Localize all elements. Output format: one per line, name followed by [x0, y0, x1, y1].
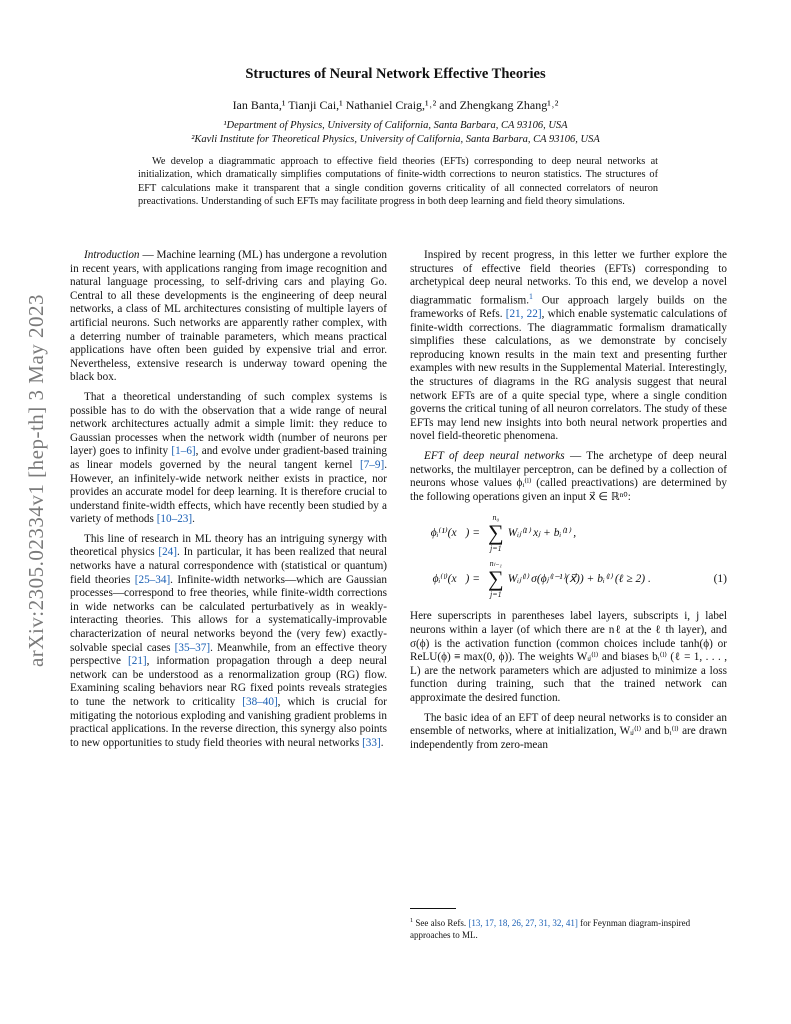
citation-link[interactable]: [33] [362, 736, 381, 749]
text-span: — Machine learning (ML) has undergone a revolution in recent years, with applications ranging from image recognition and natural language processing, to self-driving cars and playing Go. Central to all these developments is the engineering of deep neural networks, a class of ML architectures consisting of multiple layers of artificial neurons. Such networks are apparently rather complex, with a deterring number of trainable parameters, which means practical applications have often been guided by expensive trial and error. Nevertheless, extensive research is underway toward opening the black box. [70, 249, 387, 384]
paragraph-eft [410, 450, 727, 504]
footnote [410, 908, 727, 941]
text-span: . Meanwhile, from an effective theory perspective [70, 641, 387, 668]
left-column [70, 249, 387, 756]
text-span: , and evolve under gradient-based training as linear models governed by the neural tangent kernel [70, 445, 387, 471]
text-span: , which is crucial for mitigating the notorious exploding and vanishing gradient problems in practical applications. In the reverse direction, this synergy also points to new opportunities to study field theories with neural networks [70, 696, 388, 749]
citation-link[interactable]: [7–9] [359, 458, 385, 471]
abstract: We develop a diagrammatic approach to effective field theories (EFTs) corresponding to deep neural networks at initialization, which dramatically simplifies computations of finite-width corrections to neuron statistics. The structures of EFT calculations make it transparent that a single condition governs criticality of all connected correlators of neuron preactivations. Understanding of such EFTs may facilitate progress in both deep learning and field theory simulations. [138, 156, 658, 208]
arxiv-stamp-text: arXiv:2305.02334v1 [hep-th] 3 May 2023 [24, 293, 49, 667]
sum-lower-limit: j=1 [490, 590, 502, 600]
text-span: See also Refs. [413, 918, 469, 928]
paragraph-basic-idea: The basic idea of an EFT of deep neural networks is to consider an ensemble of networks, where at initialization, Wᵢⱼ⁽ˡ⁾ and bᵢ⁽ˡ⁾ are drawn independently from zero-mean [410, 711, 727, 751]
affiliation-1: ¹Department of Physics, University of California, Santa Barbara, CA 93106, USA [223, 120, 568, 131]
sum-upper-limit: n₀ [492, 513, 500, 523]
footnote-marker[interactable]: 1 [529, 291, 533, 301]
citation-link[interactable]: [38–40] [242, 696, 278, 708]
citation-link[interactable]: [1–6] [171, 445, 196, 458]
author-list: Ian Banta,¹ Tianji Cai,¹ Nathaniel Craig,¹˒² and Zhengkang Zhang¹˒² [232, 98, 559, 112]
citation-link[interactable]: [21, 22] [505, 308, 542, 321]
citation-link[interactable]: [10–23] [156, 513, 193, 526]
citation-link[interactable]: [21] [128, 655, 147, 668]
equation-row-first-layer [410, 510, 727, 556]
text-span: . [380, 736, 384, 749]
text-span: , information propagation through a deep neural network can be understood as a renormalization group (RG) flow. Examining scaling behaviors near RG fixed points reveals strategies to tune the network to criticality [70, 655, 387, 708]
paper-title: Structures of Neural Network Effective Theories [245, 66, 546, 82]
text-span: . Infinite-width networks—which are Gaussian processes—correspond to free theories, while finite-width corrections in wide networks can be calculated perturbatively as in weakly-interacting theories. This allows for a systematically-improvable characterization of neural networks beyond the (very few) exactly-solvable special cases [70, 573, 387, 654]
paragraph-inspired [410, 249, 727, 444]
text-span: Inspired by recent progress, in this letter we further explore the structures of effective field theories (EFTs) corresponding to archetypical deep neural networks. To this end, we develop a novel diagrammatic formalism. [410, 249, 727, 307]
text-span: This line of research in ML theory has an intriguing synergy with theoretical physics [70, 532, 387, 559]
citation-link[interactable]: [24] [158, 546, 177, 559]
equation-row-deeper-layers [410, 556, 727, 602]
affiliation-2: ²Kavli Institute for Theoretical Physics, University of California, Santa Barbara, CA 93106, USA [191, 134, 600, 145]
equation-1 [410, 510, 727, 602]
text-span: for Feynman diagram-inspired approaches to ML. [410, 918, 691, 940]
citation-link[interactable]: [35–37] [174, 641, 211, 654]
sum-upper-limit: nₗ₋₁ [489, 559, 503, 569]
text-span: Our approach largely builds on the frameworks of Refs. [410, 294, 727, 321]
equation-lhs: ϕᵢ⁽¹⁾(x⃗) = [430, 526, 480, 539]
section-heading-introduction: Introduction [84, 249, 140, 261]
text-span: , which enable systematic calculations of finite-width corrections. The diagrammatic formalism dramatically simplifies these calculations, as we demonstrate by concisely reproducing known results in the main text and presenting further examples with new results in the Supplemental Material. Interestingly, the structures of diagrams in the RG analysis suggest that neural network EFTs are of a quite special type, where a single condition governs the critical tuning of all neuron correlators. The study of these EFTs may lend new insights into both neural network properties and novel field-theoretic phenomena. [410, 308, 728, 443]
footnote-text [410, 915, 727, 941]
text-span: . However, an infinitely-wide network neither exists in practice, nor provides an accurate model for deep learning. It is therefore crucial to understand finite-width effects, which have recently been studied by a variety of methods [70, 458, 387, 526]
text-span: . In particular, it has been realized that neural networks have a natural correspondence with (statistical or quantum) field theories [70, 546, 387, 586]
equation-number: (1) [713, 572, 727, 585]
arxiv-stamp [22, 270, 52, 690]
section-heading-eft: EFT of deep neural networks [424, 450, 565, 463]
text-span: — The archetype of deep neural networks, the multilayer perceptron, can be defined by a collection of neurons whose values ϕᵢ⁽ˡ⁾ (called preactivations) are determined by the following operations given an input x⃗ ∈ ℝⁿ⁰: [410, 450, 727, 503]
text-span: . [192, 513, 195, 526]
paragraph-superscripts: Here superscripts in parentheses label layers, subscripts i, j label neurons within a layer (of which there are nℓ at the ℓ th layer), and σ(ϕ) is the activation function (common choices include tanh(ϕ) or ReLU(ϕ) ≡ max(0, ϕ)). The weights Wᵢⱼ⁽ˡ⁾ and biases bᵢ⁽ˡ⁾ (ℓ = 1, . . . , L) are the network parameters which are adjusted to minimize a loss function during training, such that the trained network can approximate the desired function. [410, 610, 727, 704]
equation-lhs: ϕᵢ⁽ˡ⁾(x⃗) = [432, 572, 480, 585]
citation-link[interactable]: [25–34] [134, 573, 171, 586]
summation-symbol: n₀ ∑ j=1 [488, 513, 504, 554]
paragraph-3 [70, 533, 387, 751]
footnote-mark: 1 [410, 917, 414, 924]
footnote-rule [410, 908, 456, 909]
summation-symbol: nₗ₋₁ ∑ j=1 [488, 559, 504, 600]
paragraph-2 [70, 391, 387, 527]
intro-paragraph [70, 249, 387, 385]
citation-link[interactable]: [13, 17, 18, 26, 27, 31, 32, 41] [468, 918, 578, 928]
equation-rhs: Wᵢⱼ⁽ˡ⁾ σ(ϕⱼ⁽ˡ⁻¹⁾(x⃗)) + bᵢ⁽ˡ⁾ (ℓ ≥ 2) . [507, 572, 651, 585]
sum-lower-limit: j=1 [490, 544, 502, 554]
equation-rhs: Wᵢⱼ⁽¹⁾ xⱼ + bᵢ⁽¹⁾ , [507, 526, 577, 539]
right-column [410, 249, 727, 758]
text-span: That a theoretical understanding of such complex systems is possible has to do with the observation that a wide range of neural network architectures actually admit a simple limit: they reduce to Gaussian processes when the network width (number of neurons per layer) goes to infinity [70, 390, 387, 458]
